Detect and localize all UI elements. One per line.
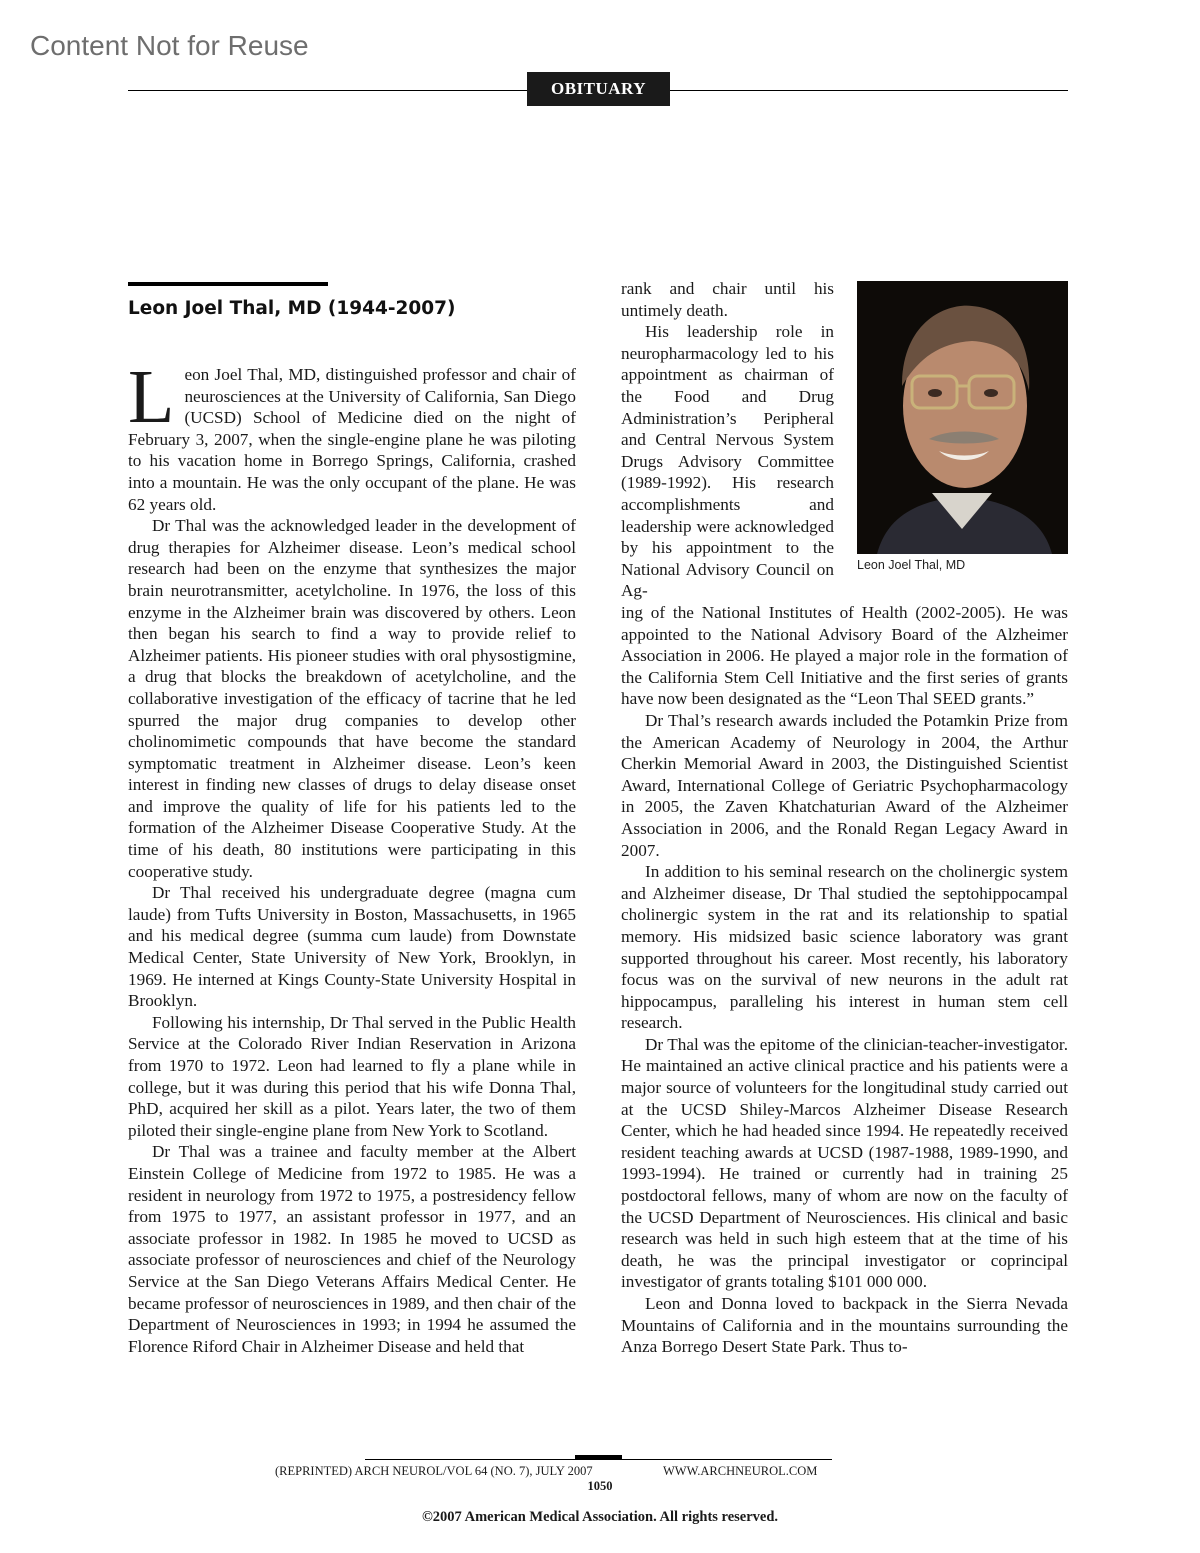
footer-citation: (REPRINTED) ARCH NEUROL/VOL 64 (NO. 7), JULY 2007 (275, 1464, 593, 1478)
footer-rule-accent (575, 1455, 622, 1460)
title-rule (128, 282, 328, 286)
paragraph: Dr Thal’s research awards included the Potamkin Prize from the American Academy of Neurology in 2004, the Arthur Cherkin Memorial Award in 2003, the Distinguished Scientist Award, International College of Geriatric Psychopharmacology in 2005, the Zaven Khatchaturian Award of the Alzheimer Association in 2006, and the Ronald Regan Legacy Award in 2007. (621, 710, 1068, 860)
paragraph (128, 355, 576, 515)
section-label: OBITUARY (527, 72, 670, 106)
paragraph: Dr Thal was the epitome of the clinician-teacher-investigator. He maintained an active clinical practice and his patients were a major source of volunteers for the longitudinal study carried out at the UCSD Shiley-Marcos Alzheimer Disease Research Center, which he had headed since 1994. He repeatedly received resident teaching awards at UCSD (1987-1988, 1989-1990, and 1993-1994). He trained or currently had in training 25 postdoctoral fellows, many of whom are now on the faculty of the UCSD Department of Neurosciences. His clinical and basic research was held in such high esteem that at the time of his death, he was the principal investigator or coprincipal investigator of grants totaling $101 000 000. (621, 1034, 1068, 1292)
article-column-right-bottom (621, 602, 1068, 1358)
paragraph: Dr Thal was a trainee and faculty member at the Albert Einstein College of Medicine from 1972 to 1985. He was a resident in neurology from 1972 to 1975, a postresidency fellow from 1975 to 1977, an assistant professor in 1977, and an associate professor in 1982. In 1985 he moved to UCSD as associate professor of neurosciences and chief of the Neurology Service at the San Diego Veterans Affairs Medical Center. He became professor of neurosciences in 1989, and then chair of the Department of Neurosciences in 1993; in 1994 he assumed the Florence Riford Chair in Alzheimer Disease and held that (128, 1142, 576, 1356)
article-title: Leon Joel Thal, MD (1944-2007) (128, 298, 456, 319)
watermark: Content Not for Reuse (30, 30, 309, 61)
paragraph: Dr Thal was the acknowledged leader in the development of drug therapies for Alzheimer disease. Leon’s medical school research had been on the enzyme that synthesizes the major brain neurotransmitter, acetylcholine. In 1976, the loss of this enzyme in the Alzheimer brain was discovered by others. Leon then began his search to find a way to provide relief to Alzheimer patients. His pioneer studies with oral physostigmine, a drug that blocks the breakdown of acetylcholine, and the collaborative investigation of the efficacy of tacrine that he led spurred the major drug companies to develop other cholinomimetic compounds that have become the standard symptomatic treatment in Alzheimer disease. Leon’s keen interest in finding new classes of drugs to delay disease onset and improve the quality of life for his patients led to the formation of the Alzheimer Disease Cooperative Study. At the time of his death, 80 institutions were participating in this cooperative study. (128, 516, 576, 881)
article-column-right-top (621, 278, 834, 602)
copyright-notice: ©2007 American Medical Association. All rights reserved. (421, 1509, 779, 1525)
paragraph: Leon and Donna loved to backpack in the Sierra Nevada Mountains of California and in the mountains surrounding the Anza Borrego Desert State Park. Thus to- (621, 1294, 1068, 1357)
paragraph-text: eon Joel Thal, MD, distinguished professor and chair of neurosciences at the University of California, San Diego (UCSD) School of Medicine died on the night of February 3, 2007, when the single-engine plane he was piloting to his vacation home in Borrego Springs, California, crashed into a mountain. He was the only occupant of the plane. He was 62 years old. (128, 365, 576, 514)
portrait-photo (857, 281, 1068, 554)
paragraph: Following his internship, Dr Thal served in the Public Health Service at the Colorado River Indian Reservation in Arizona from 1970 to 1972. Leon had learned to fly a plane while in college, but it was during this period that his wife Donna Thal, PhD, acquired her skill as a pilot. Years later, the two of them piloted their single-engine plane from New York to Scotland. (128, 1012, 576, 1140)
paragraph: In addition to his seminal research on the cholinergic system and Alzheimer disease, Dr Thal studied the septohippocampal cholinergic system in the rat and its relationship to spatial memory. His midsized basic science laboratory was grant supported throughout his career. Most recently, his laboratory focus was on the survival of new neurons in the adult rat hippocampus, paralleling his interest in human stem cell research. (621, 862, 1068, 1033)
paragraph: Dr Thal received his undergraduate degree (magna cum laude) from Tufts University in Boston, Massachusetts, in 1965 and his medical degree (summa cum laude) from Downstate Medical Center, State University of New York, Brooklyn, in 1969. He interned at Kings County-State University Hospital in Brooklyn. (128, 883, 576, 1011)
page-number: 1050 (587, 1479, 613, 1493)
paragraph: ing of the National Institutes of Health (2002-2005). He was appointed to the National Advisory Board of the Alzheimer Association in 2006. He played a major role in the formation of the California Stem Cell Initiative and the first series of grants have now been designated as the “Leon Thal SEED grants.” (621, 603, 1068, 709)
drop-cap: L (128, 355, 175, 439)
article-column-left (128, 355, 576, 1357)
paragraph: His leadership role in neuropharmacology led to his appointment as chairman of the Food and Drug Administration’s Peripheral and Central Nervous System Drugs Advisory Committee (1989-1992). His research accomplishments and leadership were acknowledged by his appointment to the National Advisory Council on Ag- (621, 322, 834, 601)
paragraph: rank and chair until his untimely death. (621, 279, 834, 320)
portrait-illustration (857, 281, 1068, 554)
footer-url: WWW.ARCHNEUROL.COM (663, 1464, 818, 1478)
photo-caption: Leon Joel Thal, MD (857, 558, 966, 572)
